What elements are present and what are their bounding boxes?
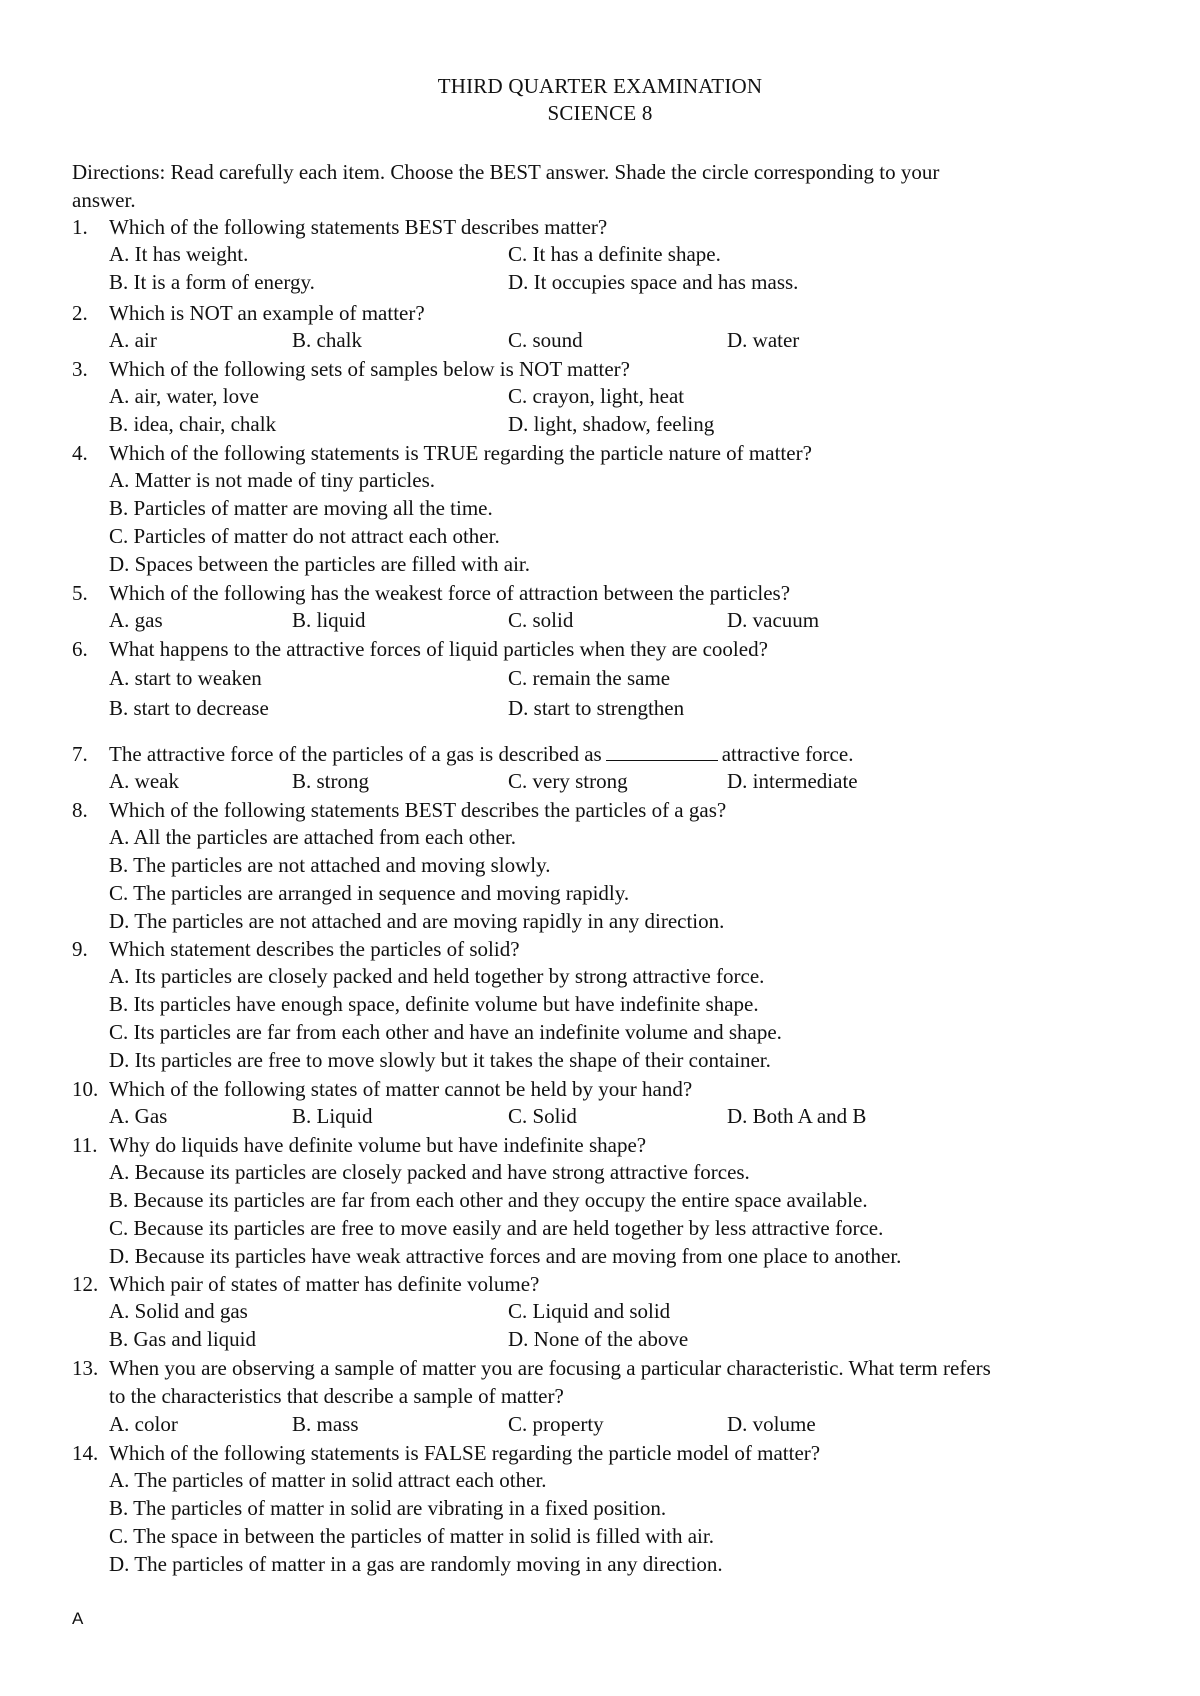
option-b[interactable]: B. mass — [292, 1412, 359, 1436]
question-number: 5. — [72, 581, 88, 605]
option-b[interactable]: B. Its particles have enough space, definite volume but have indefinite shape. — [109, 992, 759, 1016]
question-text: Which of the following statements is TRUE regarding the particle nature of matter? — [109, 441, 812, 465]
option-a[interactable]: A. start to weaken — [109, 666, 262, 690]
option-c[interactable]: C. The particles are arranged in sequence and moving rapidly. — [109, 881, 630, 905]
option-b[interactable]: B. Gas and liquid — [109, 1327, 256, 1351]
footer-mark: A — [72, 1609, 84, 1628]
question-text-line-2: to the characteristics that describe a sample of matter? — [109, 1384, 564, 1408]
option-c[interactable]: C. Liquid and solid — [508, 1299, 671, 1323]
option-d[interactable]: D. vacuum — [727, 608, 820, 632]
question-text — [109, 740, 853, 768]
option-b[interactable]: B. idea, chair, chalk — [109, 412, 277, 436]
option-d[interactable]: D. It occupies space and has mass. — [508, 270, 799, 294]
option-d[interactable]: D. The particles are not attached and are moving rapidly in any direction. — [109, 909, 725, 933]
option-a[interactable]: A. color — [109, 1412, 178, 1436]
exam-subject: SCIENCE 8 — [547, 101, 653, 125]
option-c[interactable]: C. remain the same — [508, 666, 671, 690]
question-text: Why do liquids have definite volume but have indefinite shape? — [109, 1133, 647, 1157]
question-number: 3. — [72, 357, 88, 381]
question-number: 6. — [72, 637, 88, 661]
option-a[interactable]: A. It has weight. — [109, 242, 249, 266]
option-b[interactable]: B. Particles of matter are moving all the time. — [109, 496, 493, 520]
option-b[interactable]: B. chalk — [292, 328, 362, 352]
option-a[interactable]: A. air — [109, 328, 157, 352]
option-c[interactable]: C. Solid — [508, 1104, 577, 1128]
question-text: Which of the following statements BEST describes the particles of a gas? — [109, 798, 727, 822]
directions-line-1: Directions: Read carefully each item. Choose the BEST answer. Shade the circle corresponding to your — [72, 160, 940, 184]
option-a[interactable]: A. Its particles are closely packed and held together by strong attractive force. — [109, 964, 765, 988]
question-number: 14. — [72, 1441, 99, 1465]
option-d[interactable]: D. Its particles are free to move slowly but it takes the shape of their container. — [109, 1048, 771, 1072]
option-d[interactable]: D. volume — [727, 1412, 816, 1436]
option-b[interactable]: B. start to decrease — [109, 696, 269, 720]
option-d[interactable]: D. start to strengthen — [508, 696, 685, 720]
question-number: 13. — [72, 1356, 99, 1380]
option-c[interactable]: C. sound — [508, 328, 583, 352]
directions — [72, 158, 1132, 214]
option-d[interactable]: D. intermediate — [727, 769, 858, 793]
question-number: 12. — [72, 1272, 99, 1296]
question-text: Which of the following states of matter cannot be held by your hand? — [109, 1077, 693, 1101]
option-d[interactable]: D. Because its particles have weak attractive forces and are moving from one place to another. — [109, 1244, 902, 1268]
question-text: Which of the following has the weakest force of attraction between the particles? — [109, 581, 791, 605]
option-c[interactable]: C. Because its particles are free to move easily and are held together by less attractive force. — [109, 1216, 884, 1240]
option-a[interactable]: A. Because its particles are closely packed and have strong attractive forces. — [109, 1160, 750, 1184]
question-number: 8. — [72, 798, 88, 822]
option-b[interactable]: B. The particles of matter in solid are vibrating in a fixed position. — [109, 1496, 667, 1520]
question-text: Which is NOT an example of matter? — [109, 301, 425, 325]
question-text: Which of the following sets of samples below is NOT matter? — [109, 357, 631, 381]
question-text: Which of the following statements is FALSE regarding the particle model of matter? — [109, 1441, 821, 1465]
question-text: Which statement describes the particles of solid? — [109, 937, 520, 961]
option-a[interactable]: A. weak — [109, 769, 179, 793]
option-a[interactable]: A. Solid and gas — [109, 1299, 248, 1323]
question-number: 9. — [72, 937, 88, 961]
option-a[interactable]: A. Matter is not made of tiny particles. — [109, 468, 436, 492]
option-c[interactable]: C. Particles of matter do not attract each other. — [109, 524, 500, 548]
question-text: Which of the following statements BEST describes matter? — [109, 215, 608, 239]
question-text: Which pair of states of matter has definite volume? — [109, 1272, 540, 1296]
option-a[interactable]: A. air, water, love — [109, 384, 259, 408]
option-d[interactable]: D. Spaces between the particles are filled with air. — [109, 552, 531, 576]
option-b[interactable]: B. liquid — [292, 608, 366, 632]
option-b[interactable]: B. Because its particles are far from each other and they occupy the entire space available. — [109, 1188, 868, 1212]
question-text-before-blank: The attractive force of the particles of a gas is described as — [109, 742, 602, 766]
option-c[interactable]: C. The space in between the particles of matter in solid is filled with air. — [109, 1524, 714, 1548]
question-text: When you are observing a sample of matter you are focusing a particular characteristic. What term refers — [109, 1356, 991, 1380]
option-c[interactable]: C. property — [508, 1412, 604, 1436]
question-number: 11. — [72, 1133, 98, 1157]
option-a[interactable]: A. Gas — [109, 1104, 168, 1128]
question-number: 10. — [72, 1077, 99, 1101]
option-a[interactable]: A. The particles of matter in solid attract each other. — [109, 1468, 547, 1492]
option-b[interactable]: B. strong — [292, 769, 370, 793]
option-c[interactable]: C. crayon, light, heat — [508, 384, 685, 408]
question-number: 7. — [72, 742, 88, 766]
question-number: 1. — [72, 215, 88, 239]
option-c[interactable]: C. Its particles are far from each other and have an indefinite volume and shape. — [109, 1020, 782, 1044]
option-b[interactable]: B. It is a form of energy. — [109, 270, 315, 294]
answer-blank — [606, 742, 718, 761]
option-d[interactable]: D. Both A and B — [727, 1104, 867, 1128]
option-a[interactable]: A. gas — [109, 608, 163, 632]
question-text-after-blank: attractive force. — [721, 742, 854, 766]
option-a[interactable]: A. All the particles are attached from each other. — [109, 825, 516, 849]
exam-title: THIRD QUARTER EXAMINATION — [437, 74, 763, 98]
question-number: 2. — [72, 301, 88, 325]
question-text: What happens to the attractive forces of liquid particles when they are cooled? — [109, 637, 768, 661]
option-b[interactable]: B. Liquid — [292, 1104, 373, 1128]
directions-line-2: answer. — [72, 188, 136, 212]
option-b[interactable]: B. The particles are not attached and moving slowly. — [109, 853, 551, 877]
option-d[interactable]: D. water — [727, 328, 800, 352]
option-c[interactable]: C. very strong — [508, 769, 628, 793]
option-d[interactable]: D. light, shadow, feeling — [508, 412, 715, 436]
option-d[interactable]: D. None of the above — [508, 1327, 689, 1351]
option-c[interactable]: C. solid — [508, 608, 574, 632]
option-c[interactable]: C. It has a definite shape. — [508, 242, 721, 266]
option-d[interactable]: D. The particles of matter in a gas are randomly moving in any direction. — [109, 1552, 723, 1576]
question-number: 4. — [72, 441, 88, 465]
